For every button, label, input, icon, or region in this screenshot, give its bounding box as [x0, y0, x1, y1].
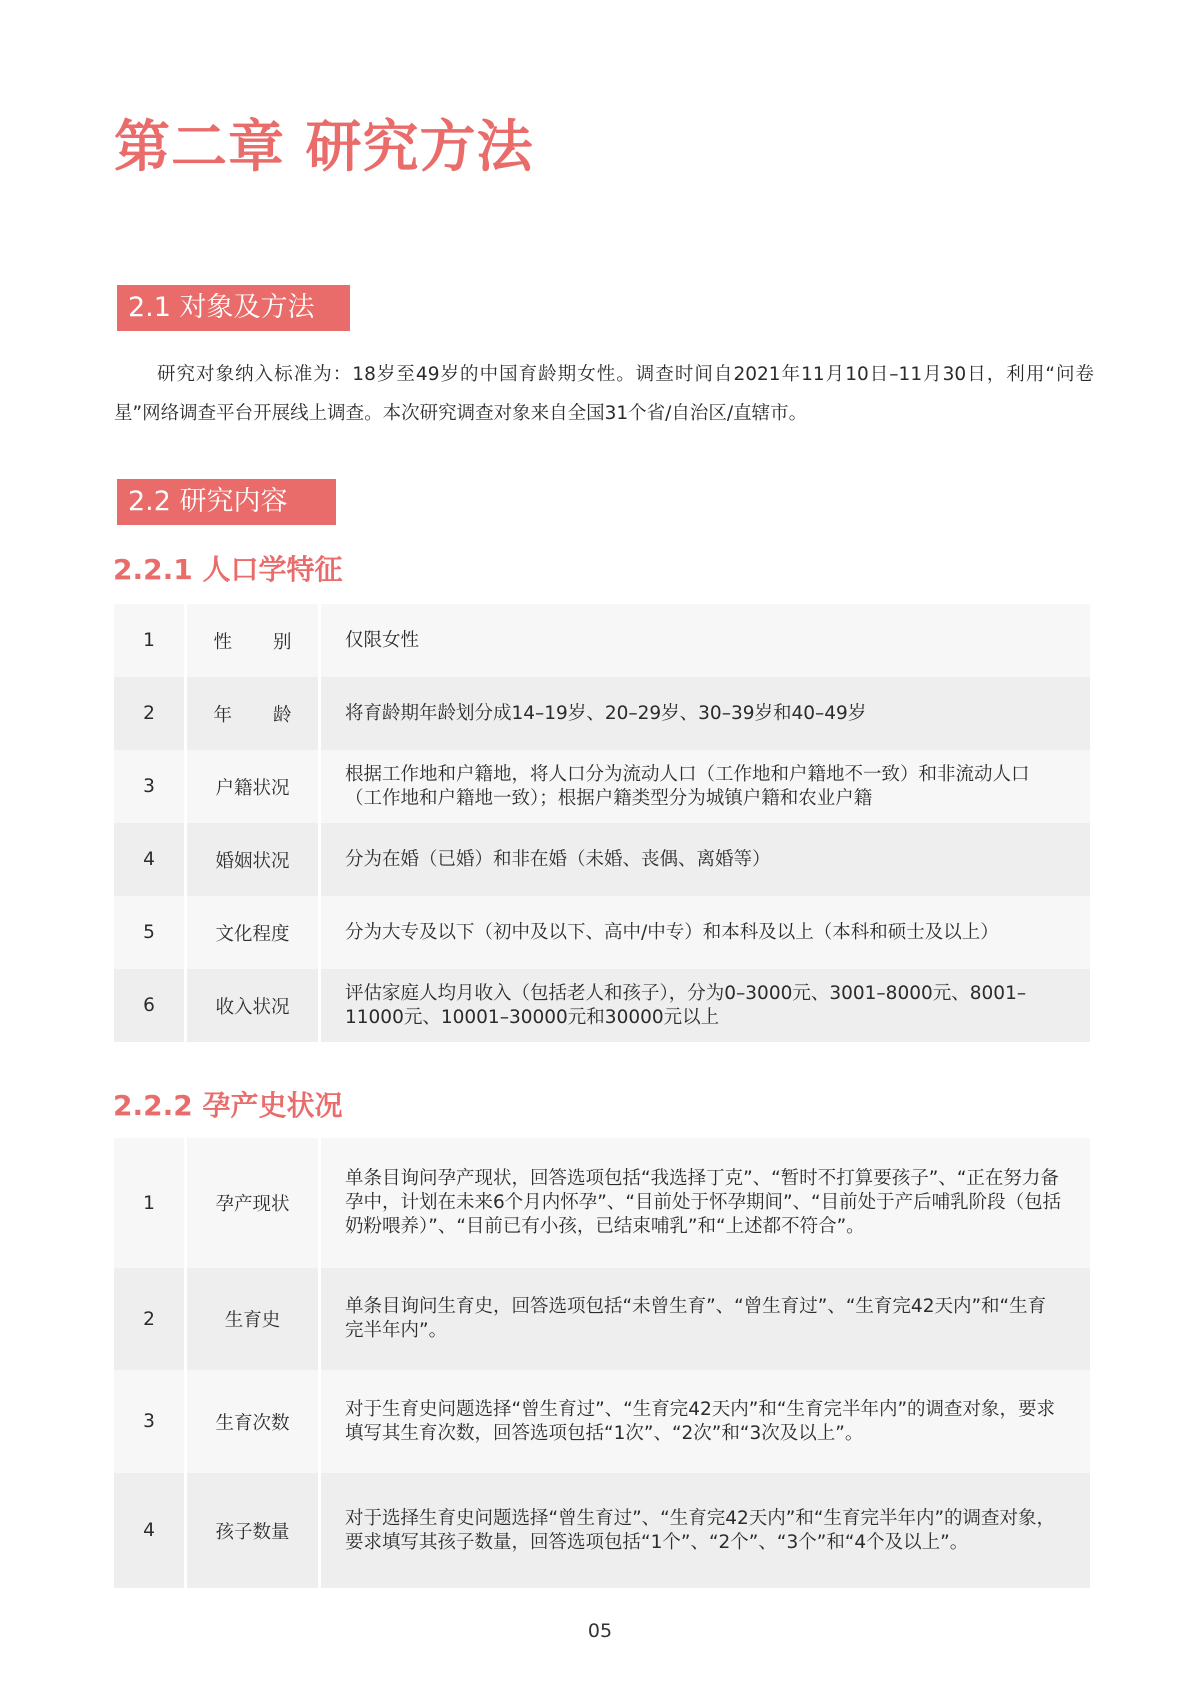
section-2-1-paragraph: 研究对象纳入标准为：18岁至49岁的中国育龄期女性。调查时间自2021年11月10日–11月30日，利用“问卷星”网络调查平台开展线上调查。本次研究调查对象来自全国31个省/自治区/直辖市。: [114, 364, 1094, 424]
table-row: [114, 823, 1090, 896]
label-char: 性: [213, 631, 250, 653]
table-row: [114, 1138, 1090, 1268]
row-number: 5: [114, 896, 187, 969]
row-description: 根据工作地和户籍地，将人口分为流动人口（工作地和户籍地不一致）和非流动人口（工作地和户籍地一致）；根据户籍类型分为城镇户籍和农业户籍: [321, 750, 1090, 823]
row-description: 分为在婚（已婚）和非在婚（未婚、丧偶、离婚等）: [321, 823, 1090, 896]
row-label: 生育次数: [187, 1370, 321, 1473]
row-number: 2: [114, 677, 187, 750]
row-number: 2: [114, 1268, 187, 1370]
row-label: 婚姻状况: [187, 823, 321, 896]
chapter-title: 第二章 研究方法: [114, 115, 534, 180]
row-number: 1: [114, 1138, 187, 1268]
row-number: 3: [114, 1370, 187, 1473]
row-description: 对于选择生育史问题选择“曾生育过”、“生育完42天内”和“生育完半年内”的调查对象，要求填写其孩子数量，回答选项包括“1个”、“2个”、“3个”和“4个及以上”。: [321, 1473, 1090, 1588]
demographics-table: [114, 604, 1090, 1042]
row-number: 4: [114, 823, 187, 896]
table-row: [114, 1473, 1090, 1588]
page-number: 05: [587, 1620, 613, 1642]
row-description: 评估家庭人均月收入（包括老人和孩子），分为0–3000元、3001–8000元、8001–11000元、10001–30000元和30000元以上: [321, 969, 1090, 1042]
table-row: [114, 677, 1090, 750]
table-row: [114, 969, 1090, 1042]
row-number: 1: [114, 604, 187, 677]
table-row: [114, 1268, 1090, 1370]
row-description: 分为大专及以下（初中及以下、高中/中专）和本科及以上（本科和硕士及以上）: [321, 896, 1090, 969]
subsection-heading-2-2-2: 2.2.2 孕产史状况: [113, 1089, 343, 1122]
row-number: 4: [114, 1473, 187, 1588]
row-label: 文化程度: [187, 896, 321, 969]
row-label: 收入状况: [187, 969, 321, 1042]
row-description: 仅限女性: [321, 604, 1090, 677]
row-label: [187, 604, 321, 677]
label-char: 年: [213, 704, 250, 726]
label-char: 龄: [272, 704, 292, 726]
subsection-heading-2-2-1: 2.2.1 人口学特征: [113, 553, 343, 586]
row-label: 孩子数量: [187, 1473, 321, 1588]
row-description: 对于生育史问题选择“曾生育过”、“生育完42天内”和“生育完半年内”的调查对象，要求填写其生育次数，回答选项包括“1次”、“2次”和“3次及以上”。: [321, 1370, 1090, 1473]
row-description: 单条目询问生育史，回答选项包括“未曾生育”、“曾生育过”、“生育完42天内”和“生育完半年内”。: [321, 1268, 1090, 1370]
table-row: [114, 750, 1090, 823]
table-row: [114, 1370, 1090, 1473]
section-heading-2-2: 2.2 研究内容: [117, 479, 336, 525]
pregnancy-history-table: [114, 1138, 1090, 1588]
row-label: 生育史: [187, 1268, 321, 1370]
row-label: 孕产现状: [187, 1138, 321, 1268]
row-number: 3: [114, 750, 187, 823]
row-label: [187, 677, 321, 750]
table-row: [114, 896, 1090, 969]
row-number: 6: [114, 969, 187, 1042]
row-description: 单条目询问孕产现状，回答选项包括“我选择丁克”、“暂时不打算要孩子”、“正在努力备孕中，计划在未来6个月内怀孕”、“目前处于怀孕期间”、“目前处于产后哺乳阶段（包括奶粉喂养）”、“目前已有小孩，已结束哺乳”和“上述都不符合”。: [321, 1138, 1090, 1268]
section-heading-2-1: 2.1 对象及方法: [117, 285, 350, 331]
row-description: 将育龄期年龄划分成14–19岁、20–29岁、30–39岁和40–49岁: [321, 677, 1090, 750]
row-label: 户籍状况: [187, 750, 321, 823]
table-row: [114, 604, 1090, 677]
label-char: 别: [272, 631, 292, 653]
